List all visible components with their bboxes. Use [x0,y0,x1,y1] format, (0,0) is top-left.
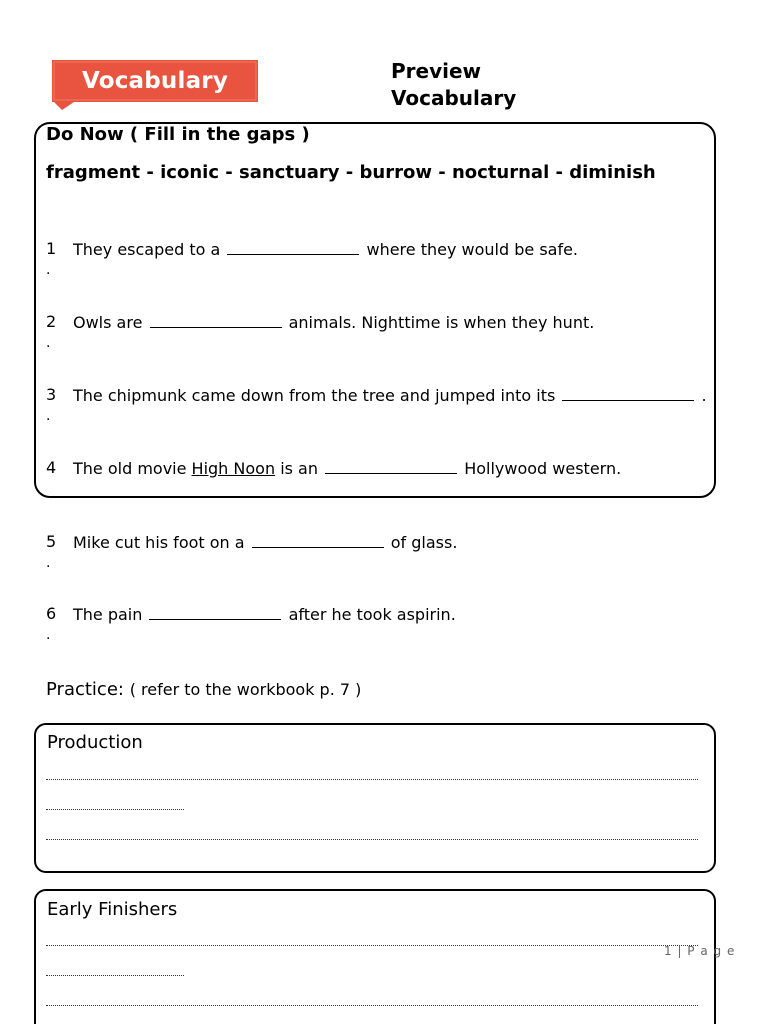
answer-blank[interactable] [252,532,384,548]
question-text: after he took aspirin. [288,605,456,624]
writing-line[interactable] [46,1004,698,1006]
question-number: 3 [46,385,57,404]
answer-blank[interactable] [227,239,359,255]
word-list: fragment - iconic - sanctuary - burrow - nocturnal - diminish [46,162,656,183]
question-text: The old movie [73,459,187,478]
question-number: 2 [46,312,57,331]
writing-line[interactable] [46,944,698,946]
title-line-2: Vocabulary [391,86,517,110]
question-number: 5 [46,532,57,551]
vocabulary-banner [52,60,258,110]
page-title [391,58,516,112]
question-text: The chipmunk came down from the tree and jumped into its [73,386,556,405]
question-text: of glass. [390,533,458,552]
do-now-heading: Do Now ( Fill in the gaps ) [46,124,310,145]
dot-marker: . [46,627,51,643]
question-number: 6 [46,604,57,623]
question-text: animals. Nighttime is when they hunt. [288,313,595,332]
title-line-1: Preview [391,59,482,83]
question-text: Owls are [73,313,143,332]
question-number: 1 [46,239,57,258]
banner-label: Vocabulary [81,68,229,94]
production-title: Production [47,732,143,753]
practice-line [46,679,361,700]
answer-blank[interactable] [562,385,694,401]
question-text: where they would be safe. [366,240,579,259]
answer-blank[interactable] [150,312,282,328]
question-text: is an [280,459,318,478]
question-text: They escaped to a [73,240,221,259]
question-text: Hollywood western. [464,459,622,478]
question-text: The pain [73,605,143,624]
dot-marker: . [46,335,51,351]
early-finishers-title: Early Finishers [47,899,178,920]
writing-line[interactable] [46,974,184,976]
question-text: . [701,386,707,405]
dot-marker: . [46,408,51,424]
practice-note: ( refer to the workbook p. 7 ) [129,680,362,699]
question-number: 4 [46,458,57,477]
practice-label: Practice: [46,679,124,700]
writing-line[interactable] [46,838,698,840]
writing-line[interactable] [46,808,184,810]
writing-line[interactable] [46,778,698,780]
dot-marker: . [46,262,51,278]
page-number: 1 | P a g e [664,944,736,958]
dot-marker: . [46,555,51,571]
question-text: Mike cut his foot on a [73,533,245,552]
movie-title: High Noon [191,459,276,478]
answer-blank[interactable] [325,458,457,474]
answer-blank[interactable] [149,604,281,620]
